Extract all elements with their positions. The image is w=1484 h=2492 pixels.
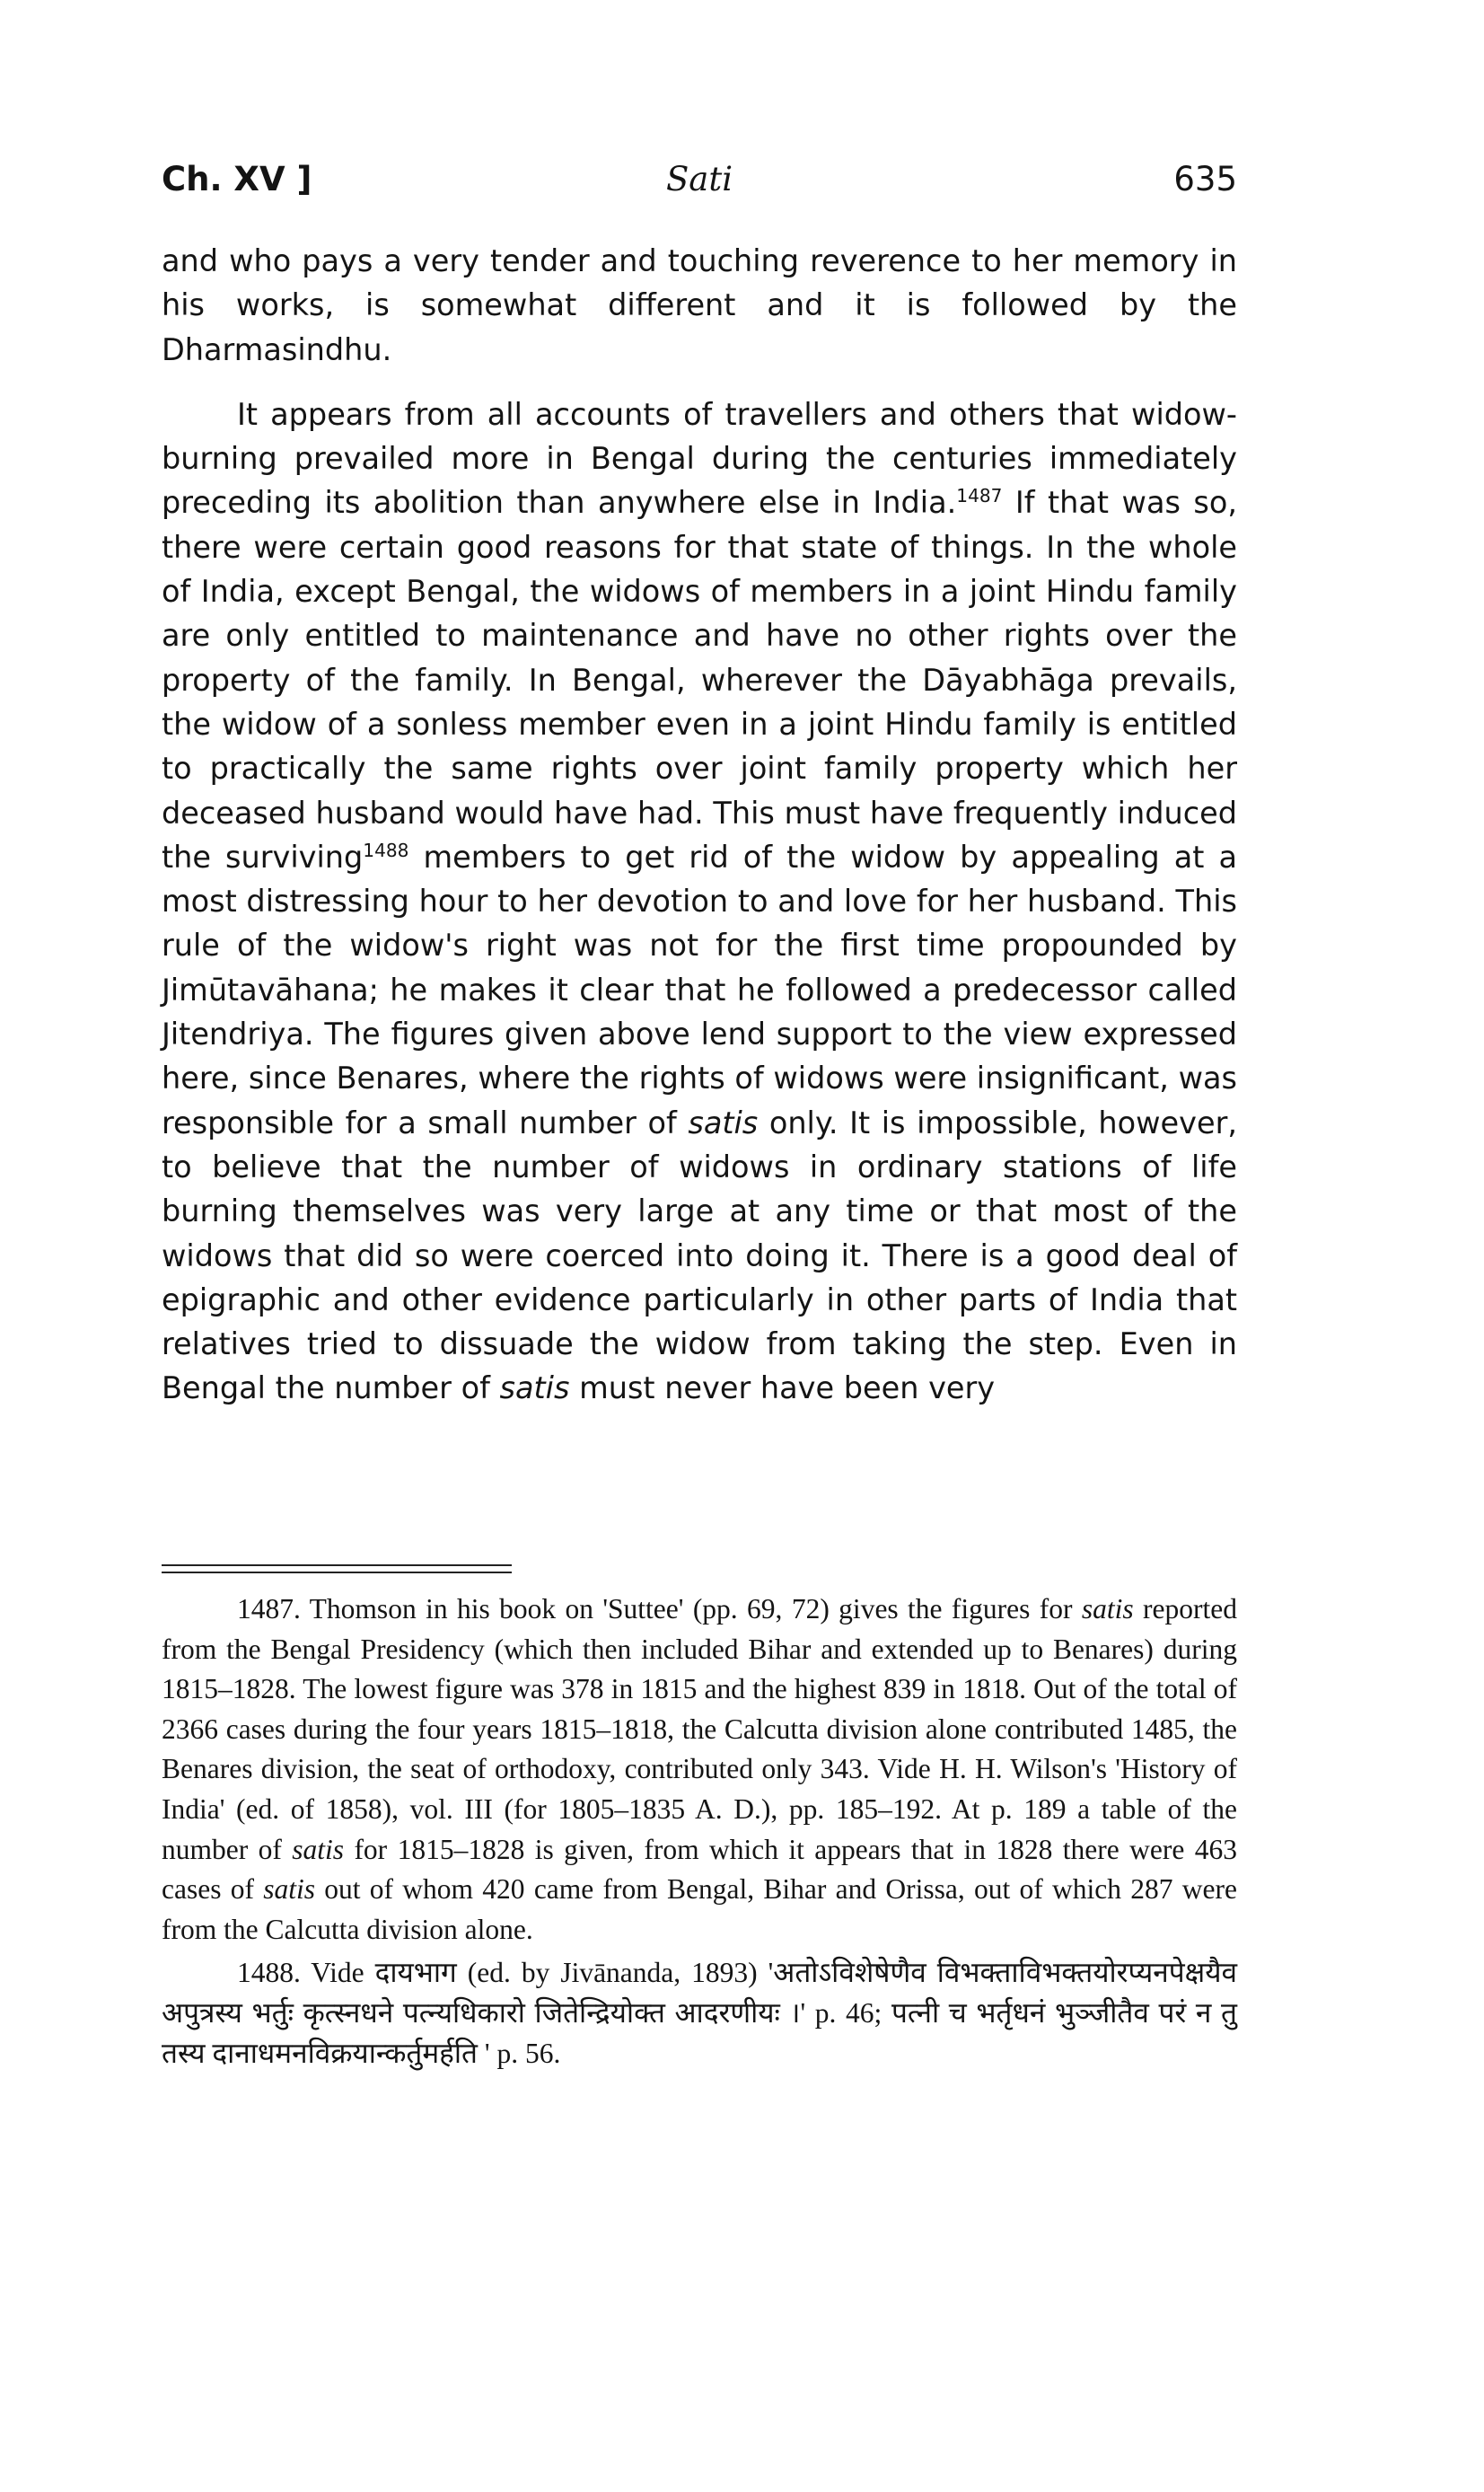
text-run: must never have been very xyxy=(569,1370,996,1406)
footnote-1487 xyxy=(162,1589,1237,1950)
italic-term: satis xyxy=(688,1105,759,1140)
main-text xyxy=(162,239,1237,1411)
text-run: reported from the Bengal Presidency (which then included Bihar and extended up to Benares) during 1815–1828. The lowest figure was 378 in 1815 and the highest 839 in 1818. Out of the total of 2366 cases during the four years 1815–1818, the Calcutta division alone contributed 1485, the Benares division, the seat of orthodoxy, contributed only 343. Vide H. H. Wilson's 'History of India' (ed. of 1858), vol. III (for 1805–1835 A. D.), pp. 185–192. At p. 189 a table of the number of xyxy=(162,1593,1237,1865)
footnote-1488: 1488. Vide दायभाग (ed. by Jivānanda, 1893) 'अतोऽविशेषेणैव विभक्ताविभक्तयोरप्यनपेक्षयैव अपुत्रस्य भर्तुः कृत्स्नधने पत्न्यधिकारो जितेन्द्रियोक्त आदरणीयः ।' p. 46; पत्नी च भर्तृधनं भुञ्जीतैव परं न तु तस्य दानाधमनविक्रयान्कर्तुमर्हति ' p. 56. xyxy=(162,1957,1237,2069)
text-run: It appears from all accounts of travellers and others that widow-burning prevailed more in Bengal during the centuries immediately preceding its abolition than anywhere else in India. xyxy=(162,396,1237,521)
italic-term: satis xyxy=(292,1833,345,1865)
text-run: out of whom 420 came from Bengal, Bihar and Orissa, out of which 287 were from the Calcutta division alone. xyxy=(162,1873,1237,1945)
paragraph-widow-burning xyxy=(162,392,1237,1411)
text-run: 1487. Thomson in his book on 'Suttee' (pp. 69, 72) gives the figures for xyxy=(237,1593,1082,1625)
running-header xyxy=(162,160,1237,214)
footnote-divider xyxy=(162,1564,512,1566)
paragraph-continued: and who pays a very tender and touching reverence to her memory in his works, is somewhat different and it is followed by the Dharmasindhu. xyxy=(162,243,1237,367)
text-run: If that was so, there were certain good reasons for that state of things. In the whole of India, except Bengal, the widows of members in a joint Hindu family are only entitled to maintenance and have no other rights over the property of the family. In Bengal, wherever the Dāyabhāga prevails, the widow of a sonless member even in a joint Hindu family is entitled to practically the same rights over joint family property which her deceased husband would have had. This must have frequently induced the surviving xyxy=(162,485,1237,875)
text-run: members to get rid of the widow by appealing at a most distressing hour to her devotion to and love for her husband. This rule of the widow's right was not for the first time propounded by Jimūtavāhana; he makes it clear that he followed a predecessor called Jitendriya. The figures given above lend support to the view expressed here, since Benares, where the rights of widows were insignificant, was responsible for a small number of xyxy=(162,839,1237,1140)
running-title: Sati xyxy=(665,160,733,198)
text-run: only. It is impossible, however, to believe that the number of widows in ordinary stations of life burning themselves was very large at any time or that most of the widows that did so were coerced into doing it. There is a good deal of epigraphic and other evidence particularly in other parts of India that relatives tried to dissuade the widow from taking the step. Even in Bengal the number of xyxy=(162,1105,1237,1406)
footnote-divider xyxy=(162,1572,512,1573)
footnote-ref-1487: 1487 xyxy=(956,485,1003,507)
chapter-label: Ch. XV ] xyxy=(162,160,312,198)
italic-term: satis xyxy=(499,1370,570,1406)
footnote-ref-1488: 1488 xyxy=(363,839,409,861)
page-number: 635 xyxy=(1173,160,1237,198)
italic-term: satis xyxy=(1081,1593,1134,1625)
footnotes xyxy=(162,1589,1237,2074)
text-run: for 1815–1828 is given, from which it appears that in 1828 there were 463 cases of xyxy=(162,1833,1237,1906)
italic-term: satis xyxy=(263,1873,316,1906)
